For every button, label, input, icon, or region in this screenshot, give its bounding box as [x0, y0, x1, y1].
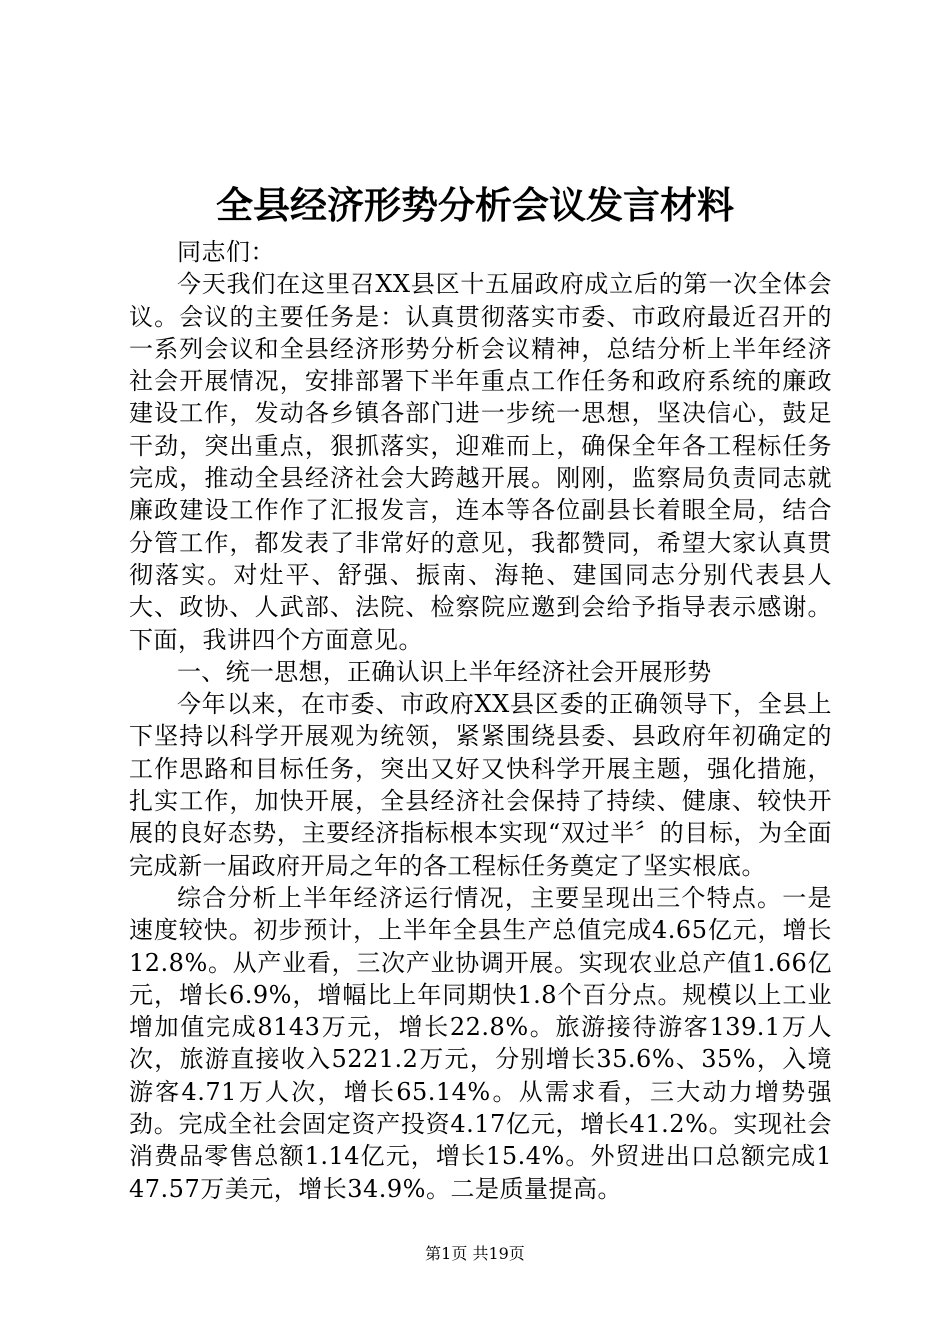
- section-heading: 一、统一思想，正确认识上半年经济社会开展形势: [177, 657, 712, 686]
- page-footer: 第1页 共19页: [425, 1244, 525, 1263]
- opening-paragraph: 今天我们在这里召XX县区十五届政府成立后的第一次全体会议。会议的主要任务是：认真贯彻落实市委、市政府最近召开的一系列会议和全县经济形势分析会议精神，总结分析上半年经济社会开展情况，安排部署下半年重点工作任务和政府系统的廉政建设工作，发动各乡镇各部门进一步统一思想，坚决信心，鼓足干劲，突出重点，狠抓落实，迎难而上，确保全年各工程标任务完成，推动全县经济社会大跨越开展。刚刚，监察局负责同志就廉政建设工作作了汇报发言，连本等各位副县长着眼全局，结合分管工作，都发表了非常好的意见，我都赞同，希望大家认真贯彻落实。对灶平、舒强、振南、海艳、建国同志分别代表县人大、政协、人武部、法院、检察院应邀到会给予指导表示感谢。下面，我讲四个方面意见。: [129, 270, 832, 654]
- document-body: [129, 236, 832, 1205]
- situation-paragraph: 今年以来，在市委、市政府XX县区委的正确领导下，全县上下坚持以科学开展观为统领，紧紧围绕县委、县政府年初确定的工作思路和目标任务，突出又好又快科学开展主题，强化措施，扎实工作，加快开展，全县经济社会保持了持续、健康、较快开展的良好态势，主要经济指标根本实现“双过半〞的目标，为全面完成新一届政府开局之年的各工程标任务奠定了坚实根底。: [129, 690, 832, 880]
- analysis-paragraph: 综合分析上半年经济运行情况，主要呈现出三个特点。一是速度较快。初步预计，上半年全县生产总值完成4.65亿元，增长12.8%。从产业看，三次产业协调开展。实现农业总产值1.66亿元，增长6.9%，增幅比上年同期快1.8个百分点。规模以上工业增加值完成8143万元，增长22.8%。旅游接待游客139.1万人次，旅游直接收入5221.2万元，分别增长35.6%、35%，入境游客4.71万人次，增长65.14%。从需求看，三大动力增势强劲。完成全社会固定资产投资4.17亿元，增长41.2%。实现社会消费品零售总额1.14亿元，增长15.4%。外贸进出口总额完成147.57万美元，增长34.9%。二是质量提高。: [129, 883, 832, 1203]
- salutation-paragraph: 同志们：: [177, 238, 275, 266]
- document-title: 全县经济形势分析会议发言材料: [216, 184, 734, 227]
